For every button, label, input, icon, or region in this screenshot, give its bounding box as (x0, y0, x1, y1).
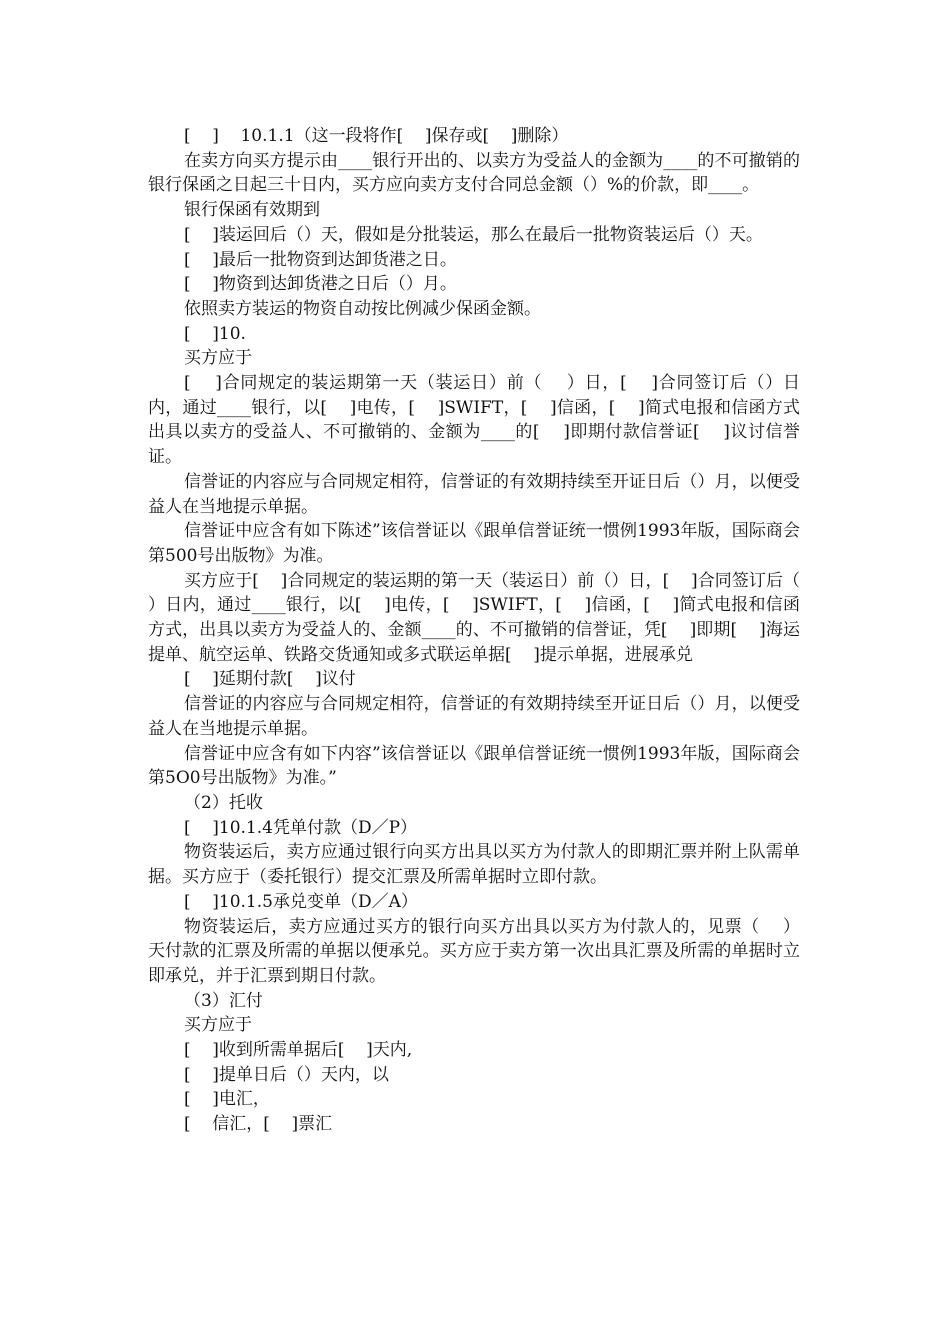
section-heading-collection: （2）托收 (184, 792, 263, 813)
paragraph-buyer-shall: 买方应于 (184, 348, 252, 369)
paragraph-buyer-shall-2: 买方应于 (184, 1015, 252, 1036)
paragraph-option-after-bill-of-lading: [ ]提单日后（）天内，以 (184, 1064, 389, 1085)
paragraph-guarantee-payment: 在卖方向买方提示由____银行开出的、以卖方为受益人的金额为____的不可撤销的银行保函之日起三十日内，买方应向卖方支付合同总金额（）%的价款，即____。 (148, 150, 800, 196)
paragraph-lc-statement-2: 信誉证中应含有如下内容”该信誉证以《跟单信誉证统一惯例1993年版，国际商会第5O0号出版物》为准。” (148, 743, 800, 789)
paragraph-option-mail-demand-draft: [ 信汇，[ ]票汇 (184, 1114, 333, 1135)
paragraph-lc-statement: 信誉证中应含有如下陈述”该信誉证以《跟单信誉证统一惯例1993年版，国际商会第500号出版物》为准。 (148, 521, 800, 566)
paragraph-clause-10-1-4: [ ]10.1.4凭单付款（D／P） (184, 817, 418, 838)
paragraph-clause-10-1-1: [ ] 10.1.1（这一段将作[ ]保存或[ ]删除） (184, 126, 569, 146)
paragraph-guarantee-validity: 银行保函有效期到 (184, 200, 320, 221)
paragraph-option-last-batch-arrival: [ ]最后一批物资到达卸货港之日。 (184, 249, 457, 270)
paragraph-letter-of-credit-issue: [ ]合同规定的装运期第一天（装运日）前（ ）日，[ ]合同签订后（）日内，通过____银行，以[ ]电传，[ ]SWIFT，[ ]信函，[ ]简式电报和信函方式出具以卖方的受益人、不可撤销的、金额为____的[ ]即期付款信誉证[ ]议讨信誉证。 (148, 373, 800, 468)
paragraph-option-after-arrival: [ ]物资到达卸货港之日后（）月。 (184, 274, 457, 295)
paragraph-lc-content-validity-2: 信誉证的内容应与合同规定相符，信誉证的有效期持续至开证日后（）月，以便受益人在当地提示单据。 (148, 694, 800, 739)
paragraph-clause-10-1-5: [ ]10.1.5承兑变单（D／A） (184, 891, 418, 912)
paragraph-lc-content-validity: 信誉证的内容应与合同规定相符，信誉证的有效期持续至开证日后（）月，以便受益人在当地提示单据。 (148, 471, 800, 517)
paragraph-dp-terms: 物资装运后，卖方应通过银行向买方出具以买方为付款人的即期汇票并附上队需单据。买方应于（委托银行）提交汇票及所需单据时立即付款。 (148, 842, 800, 888)
paragraph-lc-acceptance: 买方应于[ ]合同规定的装运期的第一天（装运日）前（）日，[ ]合同签订后（ ）日内，通过____银行，以[ ]电传，[ ]SWIFT，[ ]信函，[ ]简式电报和信函方式，出具以卖方为受益人的、金额____的、不可撤销的信誉证，凭[ ]即期[ ]海运提单、航空运单、铁路交货通知或多式联运单据[ ]提示单据，进展承兑 (148, 570, 822, 665)
paragraph-da-terms: 物资装运后，卖方应通过买方的银行向买方出具以买方为付款人的，见票（ ）天付款的汇票及所需的单据以便承兑。买方应于卖方第一次出具汇票及所需的单据时立即承兑，并于汇票到期日付款。 (148, 916, 800, 986)
paragraph-clause-10: [ ]10. (184, 323, 246, 344)
paragraph-option-after-documents: [ ]收到所需单据后[ ]天内, (184, 1040, 413, 1061)
paragraph-guarantee-reduction: 依照卖方装运的物资自动按比例减少保函金额。 (184, 298, 541, 319)
paragraph-option-after-shipment: [ ]装运回后（）天，假如是分批装运，那么在最后一批物资装运后（）天。 (184, 224, 763, 245)
section-heading-remittance: （3）汇付 (184, 990, 263, 1011)
paragraph-deferred-payment: [ ]延期付款[ ]议付 (184, 669, 356, 690)
document-body (148, 124, 822, 1137)
paragraph-option-telegraphic-transfer: [ ]电汇， (184, 1089, 270, 1110)
